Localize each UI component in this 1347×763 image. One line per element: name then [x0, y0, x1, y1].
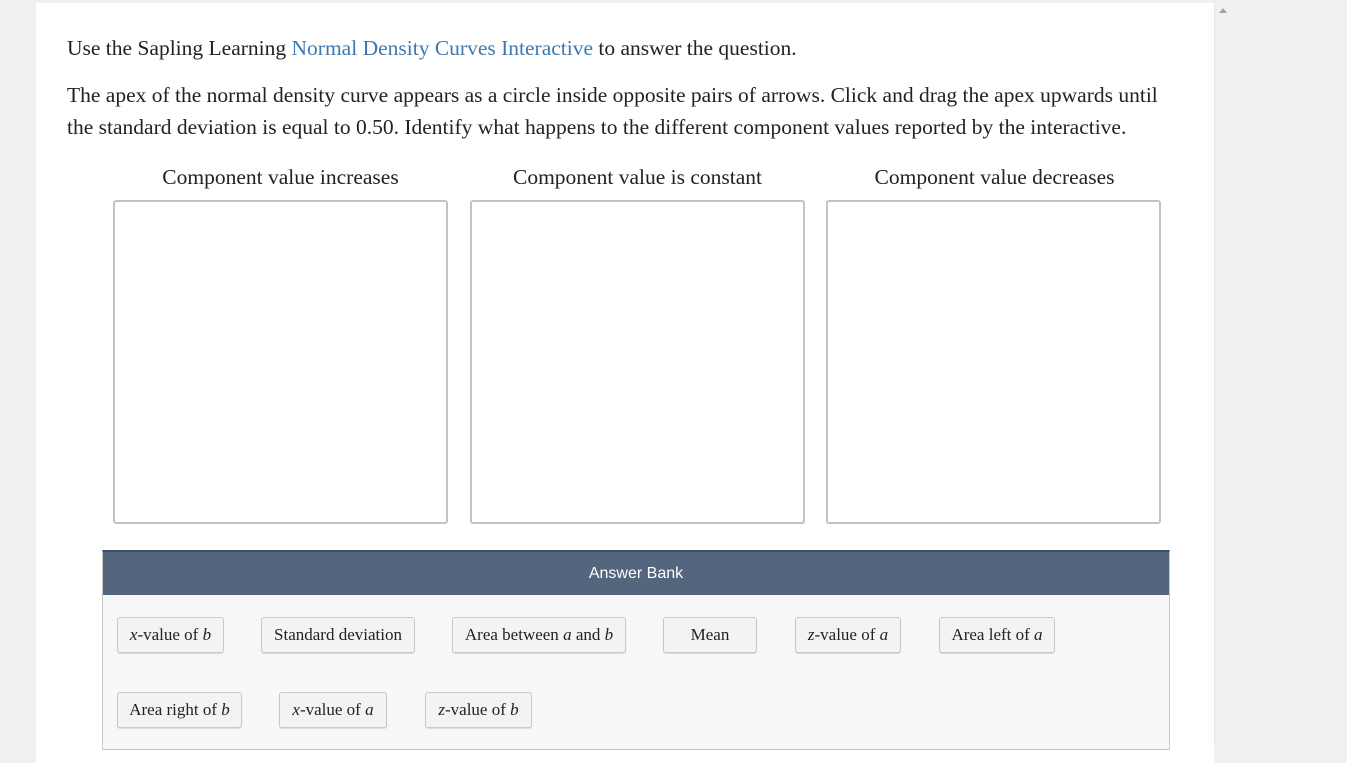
chip-area-between-a-and-b[interactable]: Area between a and b [452, 617, 626, 653]
intro-text-before: Use the Sapling Learning [67, 36, 292, 60]
chip-area-right-of-b[interactable]: Area right of b [117, 692, 242, 728]
instructions-line-1: The apex of the normal density curve appears as a circle inside opposite pairs of arrows. Click and drag the apex upwards until [67, 83, 1158, 107]
chip-standard-deviation[interactable]: Standard deviation [261, 617, 415, 653]
dropzone-constant[interactable] [470, 200, 805, 524]
chip-z-value-of-b[interactable]: z-value of b [425, 692, 532, 728]
answer-bank [102, 550, 1170, 750]
intro-text-after: to answer the question. [593, 36, 797, 60]
answer-bank-title: Answer Bank [103, 552, 1169, 595]
question-instructions [67, 79, 1158, 143]
heading-decreases: Component value decreases [874, 165, 1115, 189]
heading-constant: Component value is constant [512, 165, 762, 189]
dropzone-increases[interactable] [113, 200, 448, 524]
chip-z-value-of-a[interactable]: z-value of a [795, 617, 901, 653]
interactive-link[interactable]: Normal Density Curves Interactive [291, 36, 594, 60]
question-panel [36, 3, 1214, 763]
question-intro [67, 32, 797, 64]
heading-increases: Component value increases [162, 165, 399, 189]
instructions-line-2: the standard deviation is equal to 0.50. Identify what happens to the different component values reported by the interactive. [67, 115, 1127, 139]
scroll-up-arrow-icon[interactable] [1219, 8, 1227, 13]
chip-area-left-of-a[interactable]: Area left of a [939, 617, 1055, 653]
vertical-scrollbar[interactable] [1214, 0, 1232, 744]
chip-mean[interactable]: Mean [663, 617, 757, 653]
dropzone-decreases[interactable] [826, 200, 1161, 524]
chip-x-value-of-a[interactable]: x-value of a [279, 692, 387, 728]
chip-x-value-of-b[interactable]: x-value of b [117, 617, 224, 653]
